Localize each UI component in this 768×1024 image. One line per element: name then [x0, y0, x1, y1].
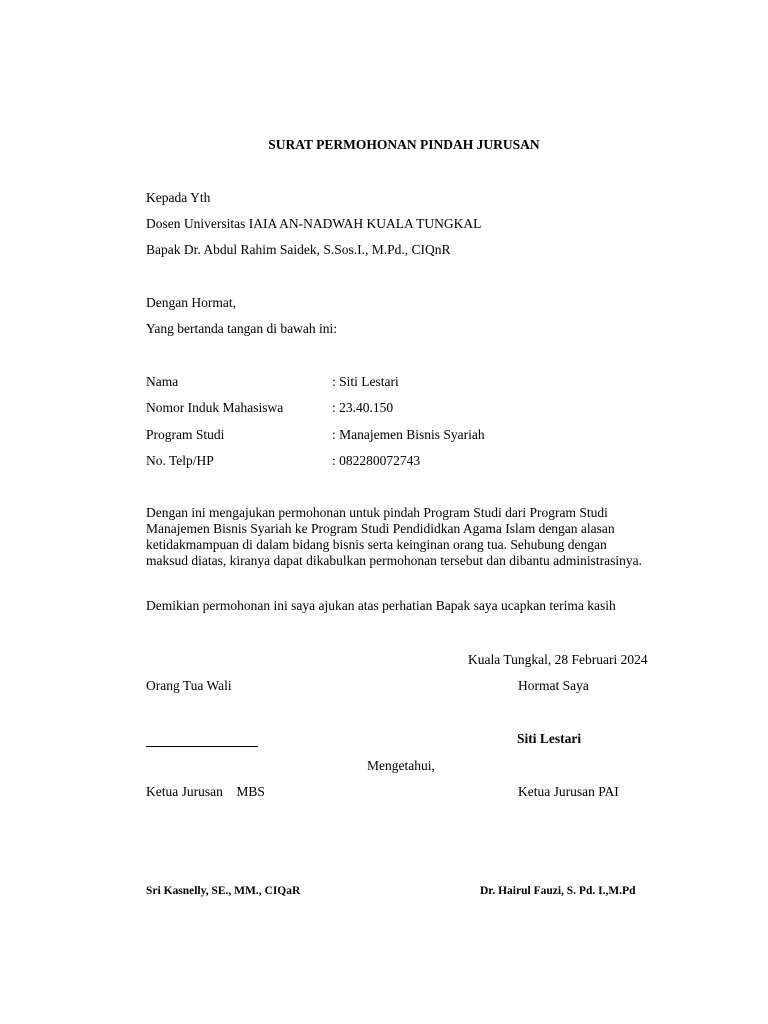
recipient-line-2: Dosen Universitas IAIA AN-NADWAH KUALA TUNGKAL [146, 216, 482, 231]
closing-text: Demikian permohonan ini saya ajukan atas perhatian Bapak saya ucapkan terima kasih [146, 598, 616, 613]
field-value-program: : Manajemen Bisnis Syariah [332, 427, 485, 442]
parent-label: Orang Tua Wali [146, 678, 232, 693]
recipient-line-1: Kepada Yth [146, 190, 211, 205]
head-pai-name: Dr. Hairul Fauzi, S. Pd. I.,M.Pd [480, 885, 636, 897]
field-label-name: Nama [146, 374, 179, 389]
field-value-name: : Siti Lestari [332, 374, 399, 389]
recipient-line-3: Bapak Dr. Abdul Rahim Saidek, S.Sos.I., M.Pd., CIQnR [146, 242, 451, 257]
intro-text: Yang bertanda tangan di bawah ini: [146, 321, 337, 336]
field-label-nim: Nomor Induk Mahasiswa [146, 400, 284, 415]
letter-title: SURAT PERMOHONAN PINDAH JURUSAN [268, 137, 540, 152]
field-label-program: Program Studi [146, 427, 225, 442]
head-mbs-name: Sri Kasnelly, SE., MM., CIQaR [146, 885, 301, 897]
greeting: Dengan Hormat, [146, 295, 236, 310]
parent-signature-line [146, 746, 258, 747]
applicant-name: Siti Lestari [517, 731, 582, 746]
head-pai-label: Ketua Jurusan PAI [518, 784, 619, 799]
place-date: Kuala Tungkal, 28 Februari 2024 [468, 652, 648, 667]
field-value-nim: : 23.40.150 [332, 400, 394, 415]
body-paragraph: Dengan ini mengajukan permohonan untuk pindah Program Studi dari Program Studi Manajemen Bisnis Syariah ke Program Studi Pendididkan Agama Islam dengan alasan ketidakmampuan di dalam bidang bisnis serta keinginan orang tua. Sehubung dengan maksud diatas, kiranya dapat dikabulkan permohonan tersebut dan dibantu administrasinya. [146, 505, 642, 568]
field-label-phone: No. Telp/HP [146, 453, 214, 468]
field-value-phone: : 082280072743 [332, 453, 421, 468]
acknowledged-label: Mengetahui, [367, 758, 435, 773]
head-mbs-label: Ketua Jurusan MBS [146, 784, 265, 799]
respect-label: Hormat Saya [518, 678, 589, 693]
